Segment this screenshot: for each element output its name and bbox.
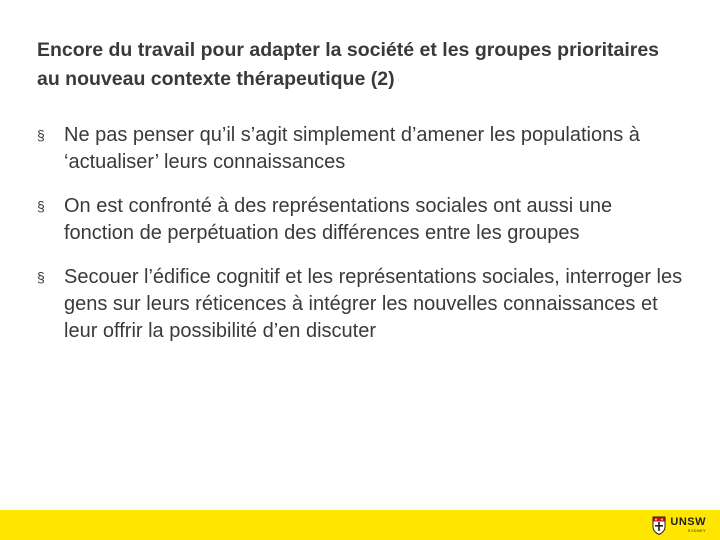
bullet-text: Ne pas penser qu’il s’agit simplement d’amener les populations à ‘actualiser’ leurs connaissances [64,124,640,173]
bullet-list [37,122,687,362]
unsw-crest-icon [652,516,666,535]
bullet-item [37,193,687,247]
slide-title: Encore du travail pour adapter la société et les groupes prioritaires au nouveau contexte thérapeutique (2) [37,39,660,90]
bullet-marker: § [37,269,45,285]
logo-wordmark: UNSW [670,516,706,528]
bullet-item [37,122,687,176]
bullet-marker: § [37,127,45,143]
footer-bar [0,510,720,540]
bullet-text: On est confronté à des représentations sociales ont aussi une fonction de perpétuation des différences entre les groupes [64,195,613,244]
logo-subtext: SYDNEY [687,528,706,533]
unsw-logo [652,513,706,537]
logo-text [670,517,706,533]
bullet-text: Secouer l’édifice cognitif et les représentations sociales, interroger les gens sur leurs réticences à intégrer les nouvelles connaissances et leur offrir la possibilité d’en discuter [64,266,683,342]
bullet-marker: § [37,198,45,214]
bullet-item [37,264,687,345]
